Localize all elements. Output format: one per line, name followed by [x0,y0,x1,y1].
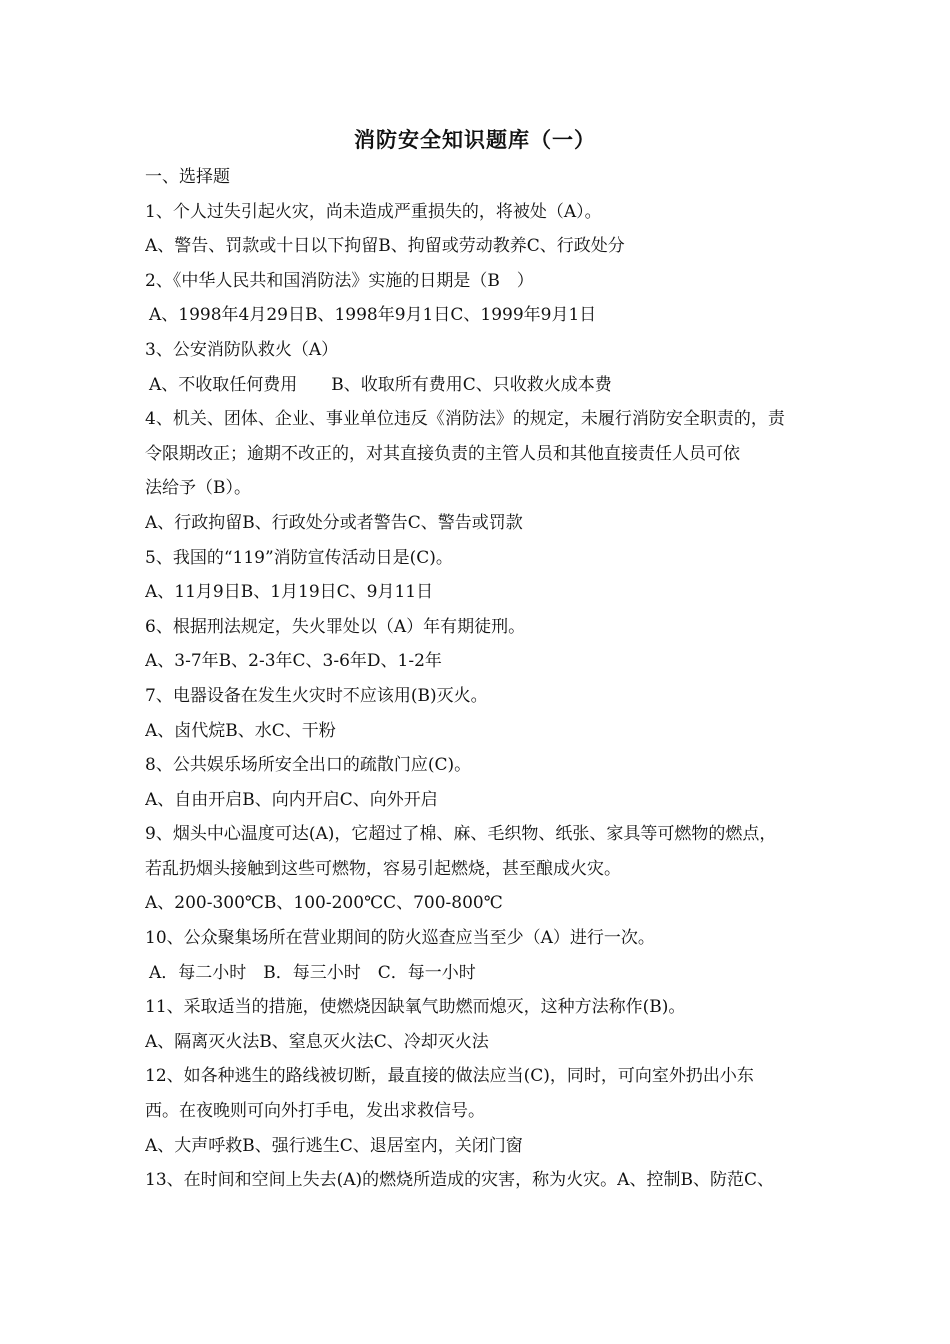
question-list [145,160,815,1198]
question-10: 10、公众聚集场所在营业期间的防火巡查应当至少（A）进行一次。 [145,928,655,949]
question-12-line-2: 西。在夜晚则可向外打手电，发出求救信号。 [145,1101,485,1122]
question-4-line-2: 令限期改正；逾期不改正的，对其直接负责的主管人员和其他直接责任人员可依 [145,443,740,464]
question-13: 13、在时间和空间上失去(A)的燃烧所造成的灾害，称为火灾。A、控制B、防范C、 [145,1170,774,1191]
question-4-line-3: 法给予（B）。 [145,478,251,499]
question-5: 5、我国的“119”消防宣传活动日是(C)。 [145,547,453,568]
options-2: A、1998年4月29日B、1998年9月1日C、1999年9月1日 [149,305,597,326]
question-2: 2、《中华人民共和国消防法》实施的日期是（B ） [145,270,534,291]
options-8: A、自由开启B、向内开启C、向外开启 [145,789,438,810]
options-12: A、大声呼救B、强行逃生C、退居室内，关闭门窗 [145,1135,523,1156]
options-7: A、卤代烷B、水C、干粉 [145,720,336,741]
question-7: 7、电器设备在发生火灾时不应该用(B)灭火。 [145,685,488,706]
question-12-line-1: 12、如各种逃生的路线被切断，最直接的做法应当(C)，同时，可向室外扔出小东 [145,1066,754,1087]
options-6: A、3-7年B、2-3年C、3-6年D、1-2年 [145,651,442,672]
section-heading: 一、选择题 [145,167,230,187]
page-title: 消防安全知识题库（一） [354,127,596,152]
options-9: A、200-300℃B、100-200℃C、700-800℃ [145,893,503,914]
options-5: A、11月9日B、1月19日C、9月11日 [145,582,434,603]
question-6: 6、根据刑法规定，失火罪处以（A）年有期徒刑。 [145,616,526,637]
question-11: 11、采取适当的措施，使燃烧因缺氧气助燃而熄灭，这种方法称作(B)。 [145,997,686,1018]
question-4-line-1: 4、机关、团体、企业、事业单位违反《消防法》的规定，未履行消防安全职责的，责 [145,409,785,430]
options-11: A、隔离灭火法B、窒息灭火法C、冷却灭火法 [145,1031,489,1052]
options-3: A、不收取任何费用 B、收取所有费用C、只收救火成本费 [149,374,612,395]
options-1: A、警告、罚款或十日以下拘留B、拘留或劳动教养C、行政处分 [145,236,625,257]
question-3: 3、公安消防队救火（A） [145,339,339,360]
options-4: A、行政拘留B、行政处分或者警告C、警告或罚款 [145,512,523,533]
question-1: 1、个人过失引起火灾，尚未造成严重损失的，将被处（A）。 [145,201,602,222]
question-9-line-1: 9、烟头中心温度可达(A)，它超过了棉、麻、毛织物、纸张、家具等可燃物的燃点， [145,824,777,845]
options-10: A．每二小时 B．每三小时 C．每一小时 [149,962,476,983]
question-9-line-2: 若乱扔烟头接触到这些可燃物，容易引起燃烧，甚至酿成火灾。 [145,858,621,879]
question-8: 8、公共娱乐场所安全出口的疏散门应(C)。 [145,755,472,776]
